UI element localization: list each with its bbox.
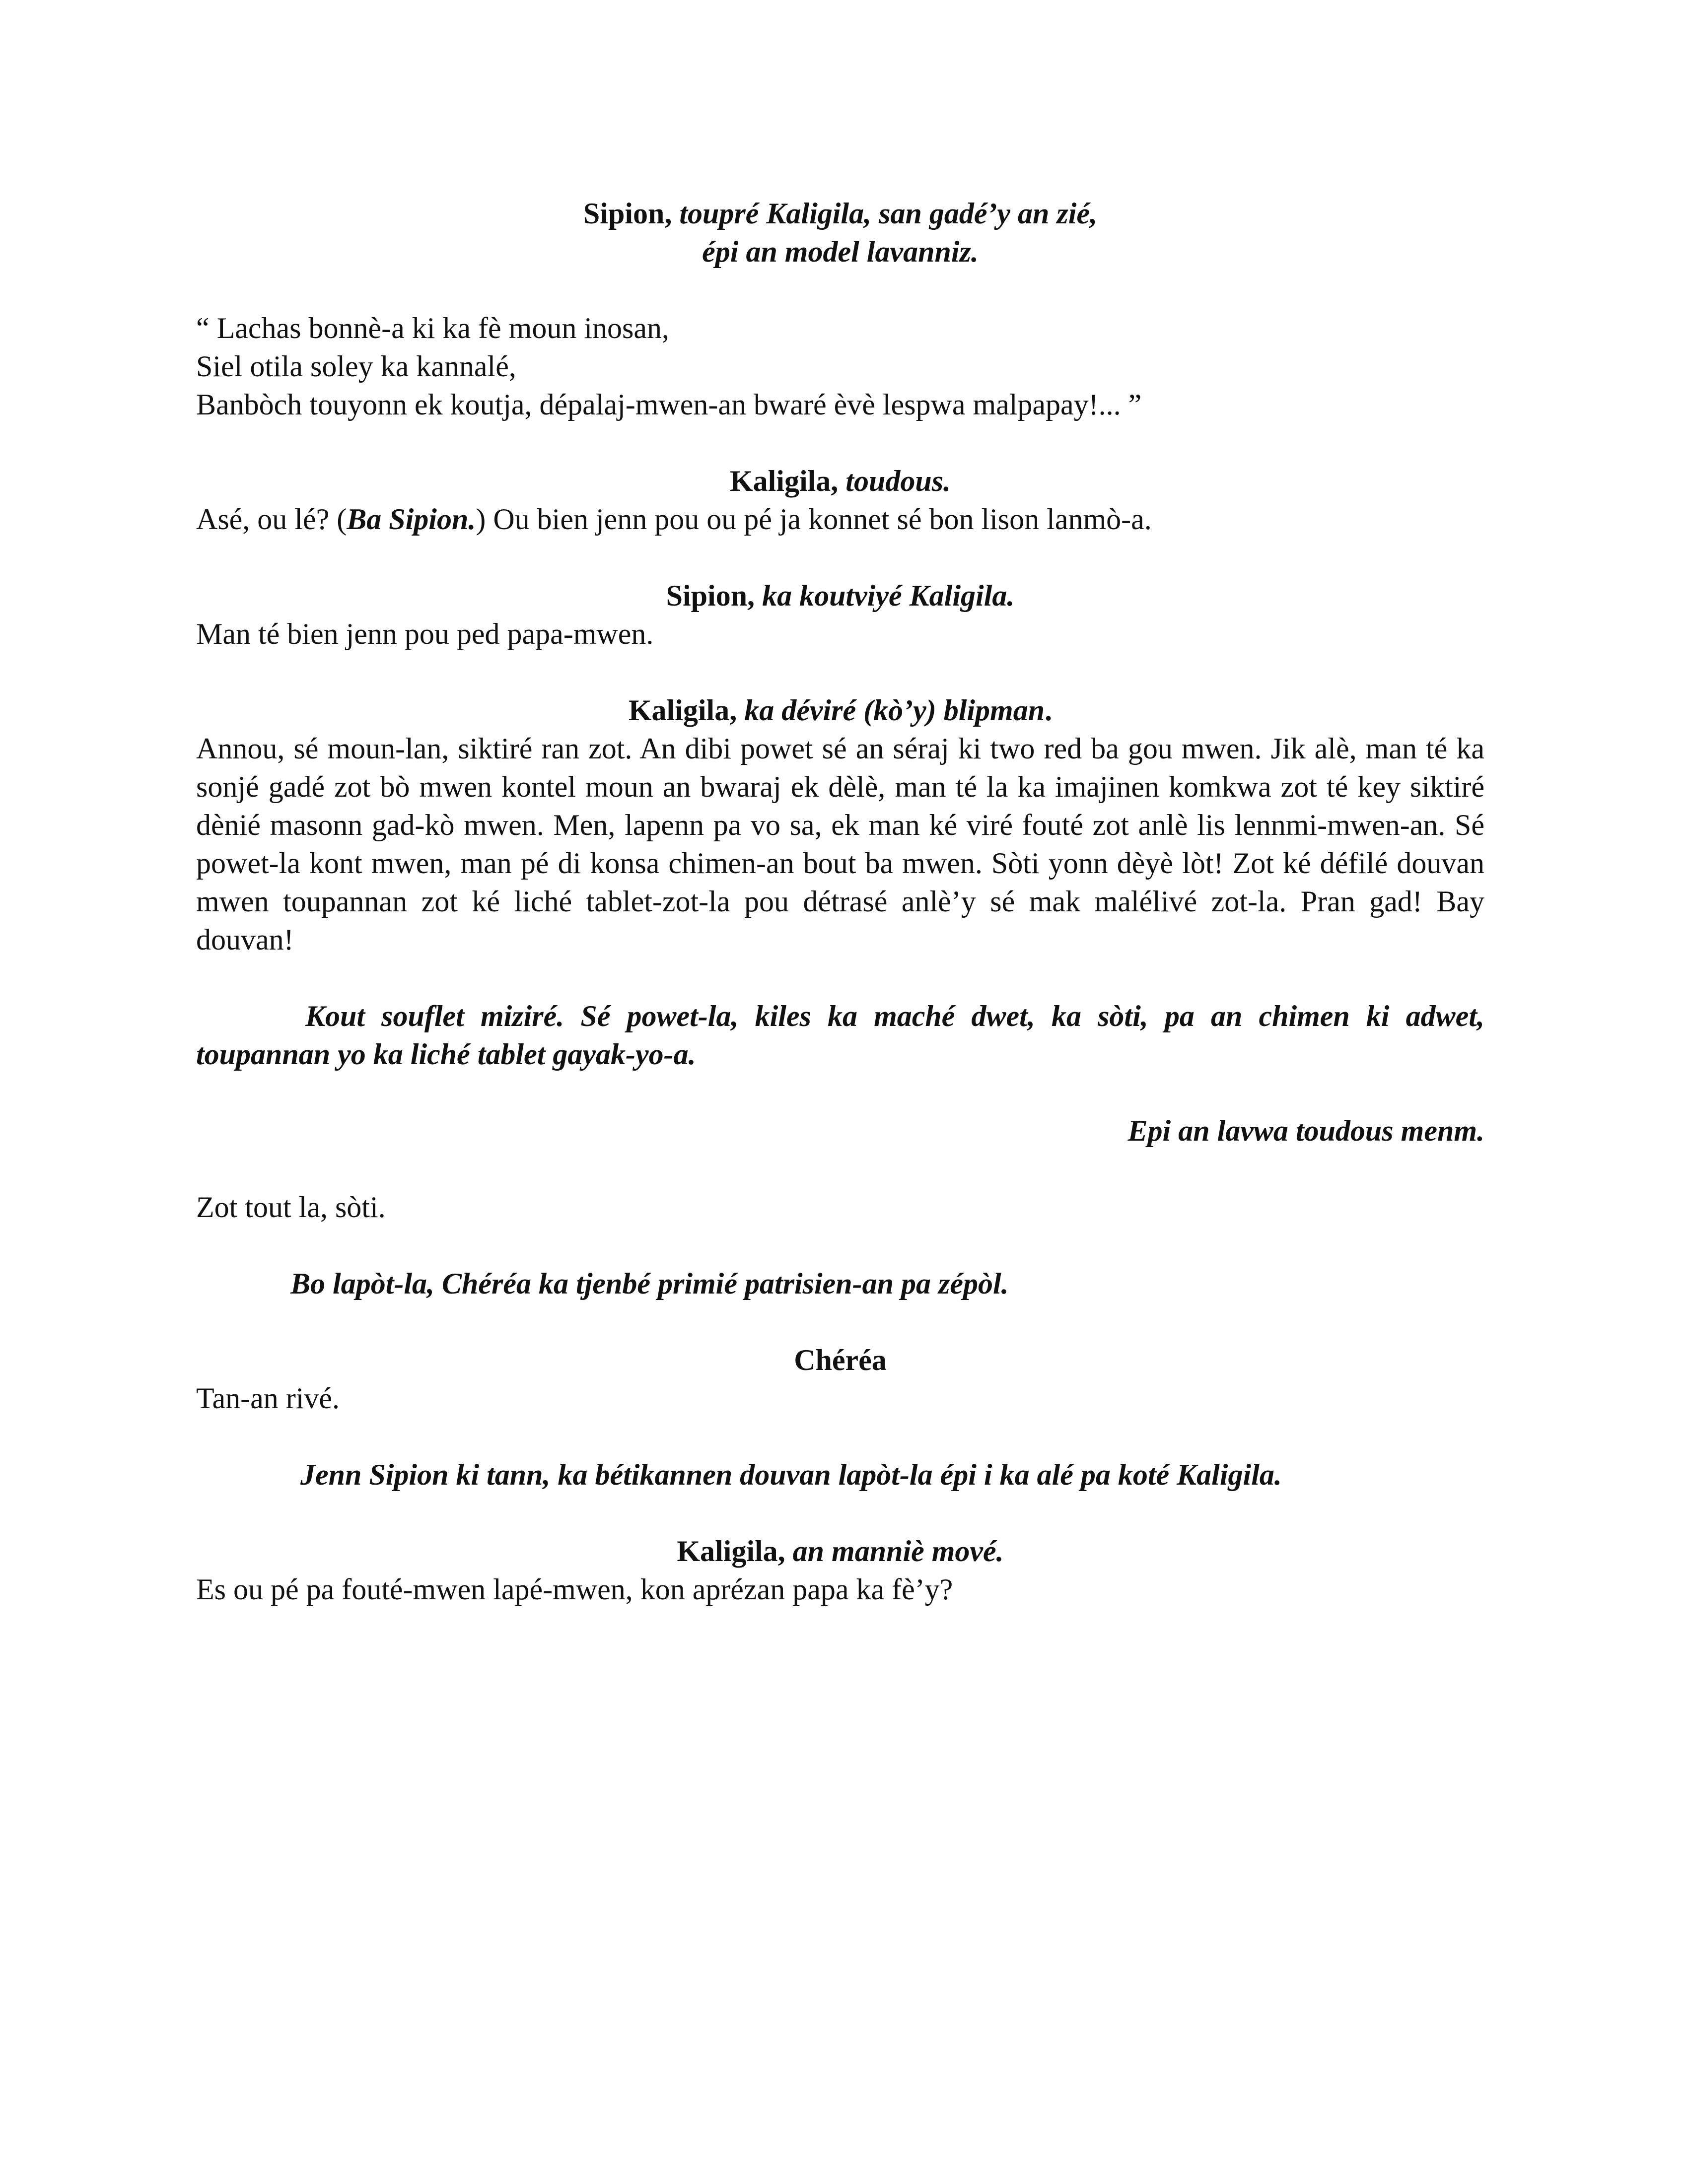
- stage-direction: ka koutviyé Kaligila.: [762, 579, 1015, 612]
- speech-paragraph: Es ou pé pa fouté-mwen lapé-mwen, kon aprézan papa ka fè’y?: [196, 1573, 953, 1606]
- speech-text: ) Ou bien jenn pou ou pé ja konnet sé bon lison lanmò-a.: [476, 503, 1152, 536]
- stage-direction-paragraph: Kout souflet miziré. Sé powet-la, kiles ka maché dwet, ka sòti, pa an chimen ki adwet, toupannan yo ka liché tablet gayak-yo-a.: [196, 1000, 1484, 1071]
- poem-line: “ Lachas bonnè-a ki ka fè moun inosan,: [196, 312, 669, 344]
- document-page: [196, 195, 1484, 1609]
- speaker-heading-kaligila: [196, 1532, 1484, 1570]
- speaker-name: Kaligila,: [729, 465, 839, 497]
- speech-text: Asé, ou lé? (: [196, 503, 347, 536]
- speech-paragraph: Annou, sé moun-lan, siktiré ran zot. An dibi powet sé an séraj ki two red ba gou mwen. Jik alè, man té ka sonjé gadé zot bò mwen kontel moun an bwaraj ek dèlè, man té la ka imajinen komkwa zot té key siktiré dènié masonn gad-kò mwen. Men, lapenn pa vo sa, ek man ké viré fouté zot anlè lis lennmi-mwen-an. Sé powet-la kont mwen, man pé di konsa chimen-an bout ba mwen. Sòti yonn dèyè lòt! Zot ké défilé douvan mwen toupannan zot ké liché tablet-zot-la pou détrasé anlè’y sé mak malélivé zot-la. Pran gad! Bay douvan!: [196, 732, 1484, 956]
- stage-direction: an manniè mové.: [792, 1535, 1004, 1568]
- stage-direction: toudous.: [845, 465, 951, 497]
- poem-quote: [196, 309, 1484, 424]
- speaker-heading-sipion: [196, 577, 1484, 615]
- speaker-heading-kaligila: [196, 462, 1484, 500]
- speech-paragraph: Zot tout la, sòti.: [196, 1191, 386, 1224]
- stage-direction-paragraph: Jenn Sipion ki tann, ka bétikannen douvan lapòt-la épi i ka alé pa koté Kaligila.: [300, 1458, 1282, 1491]
- inline-stage-direction: Ba Sipion.: [347, 503, 476, 536]
- stage-direction-paragraph: Bo lapòt-la, Chéréa ka tjenbé primié patrisien-an pa zépòl.: [290, 1267, 1009, 1300]
- stage-direction: toupré Kaligila, san gadé’y an zié,: [679, 197, 1098, 230]
- speaker-name: Kaligila,: [628, 694, 737, 727]
- speech-paragraph: Tan-an rivé.: [196, 1382, 340, 1415]
- heading-period: .: [1045, 694, 1053, 727]
- speaker-name: Kaligila,: [677, 1535, 785, 1568]
- speaker-heading-cherea: Chéréa: [794, 1344, 887, 1376]
- stage-direction: ka déviré (kò’y) blipman: [744, 694, 1045, 727]
- speaker-name: Sipion,: [666, 579, 755, 612]
- speech-paragraph: [196, 500, 1484, 539]
- poem-line: Siel otila soley ka kannalé,: [196, 350, 516, 383]
- speech-paragraph: Man té bien jenn pou ped papa-mwen.: [196, 617, 654, 650]
- stage-direction-paragraph: Epi an lavwa toudous menm.: [1127, 1114, 1484, 1147]
- stage-direction: épi an model lavanniz.: [702, 235, 979, 268]
- poem-line: Banbòch touyonn ek koutja, dépalaj-mwen-an bwaré èvè lespwa malpapay!... ”: [196, 388, 1142, 421]
- speaker-heading-kaligila: [196, 691, 1484, 730]
- speaker-name: Sipion,: [583, 197, 672, 230]
- speaker-heading-sipion: [196, 195, 1484, 271]
